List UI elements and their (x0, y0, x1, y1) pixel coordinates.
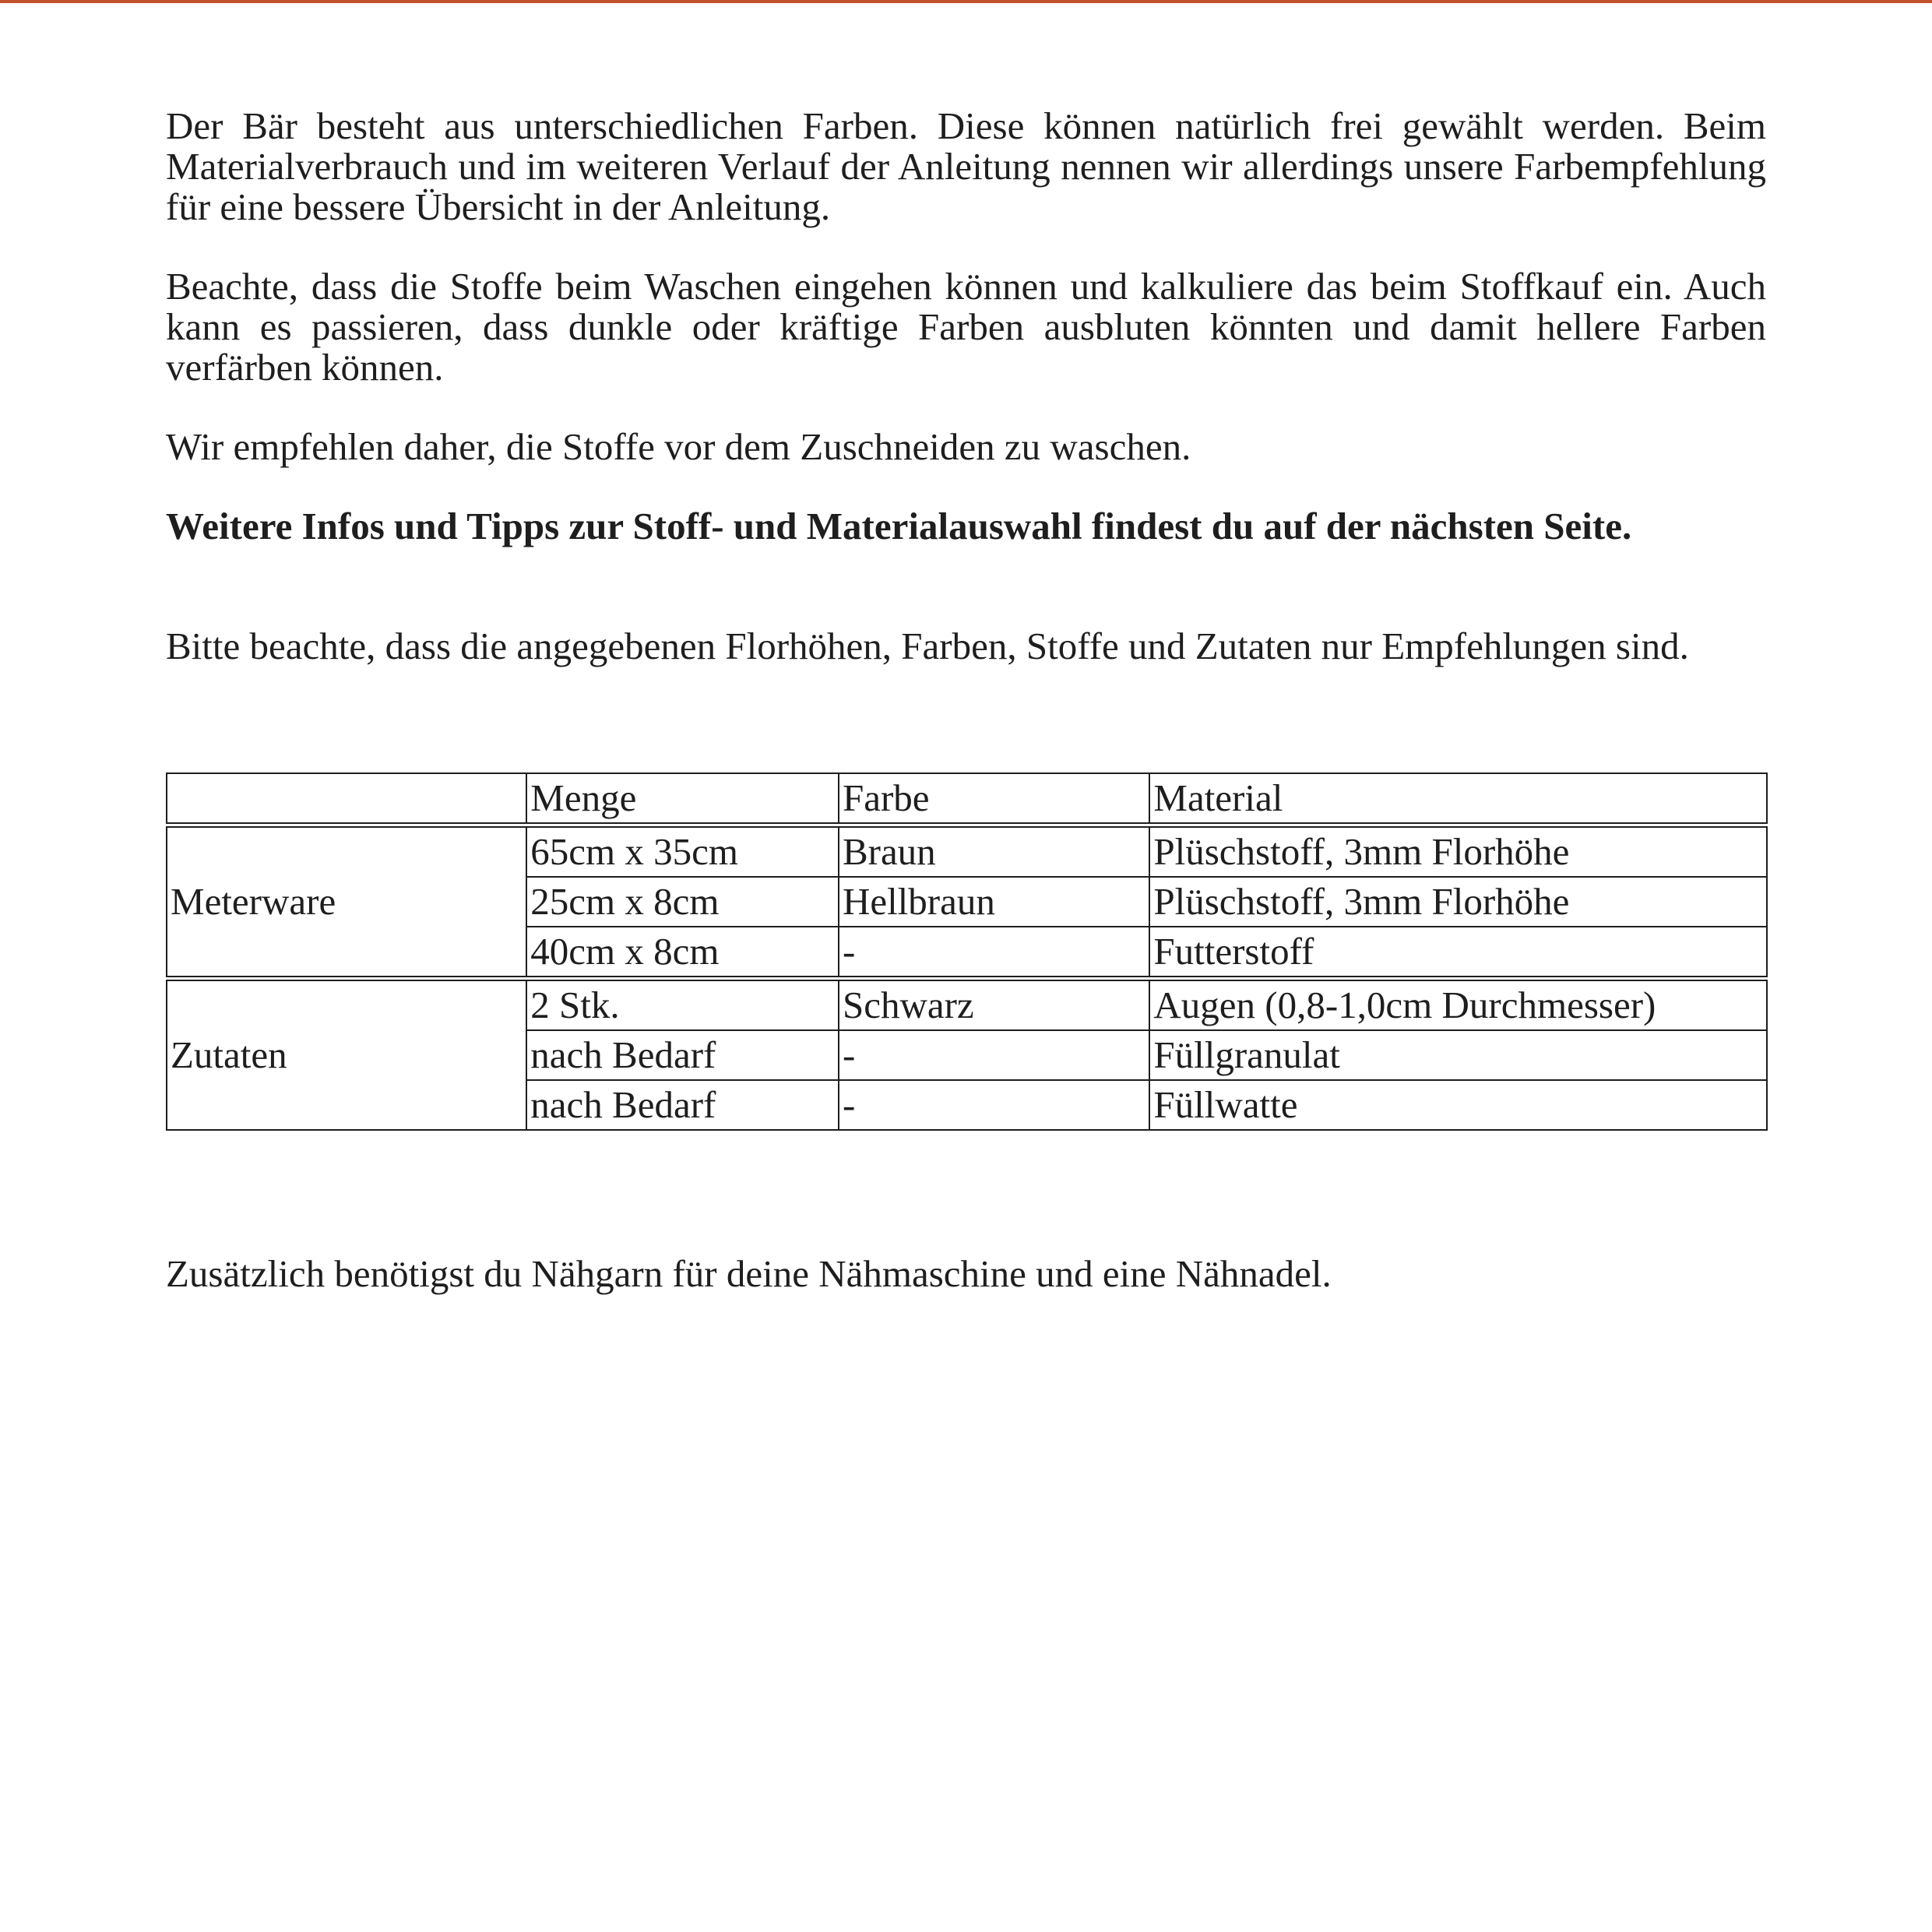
table-row (167, 979, 1767, 1031)
recommendation-paragraph: Wir empfehlen daher, die Stoffe vor dem Zuschneiden zu waschen. (166, 425, 1191, 468)
table-row (167, 825, 1767, 878)
more-info-note: Weitere Infos und Tipps zur Stoff- und Materialauswahl findest du auf der nächsten Seite. (166, 505, 1632, 547)
table-cell: Schwarz (839, 979, 1149, 1031)
group-label-meterware: Meterware (167, 825, 526, 979)
table-header-cell (167, 773, 526, 825)
group-label-zutaten: Zutaten (167, 979, 526, 1131)
table-cell: Füllwatte (1149, 1080, 1767, 1130)
disclaimer-paragraph: Bitte beachte, dass die angegebenen Florhöhen, Farben, Stoffe und Zutaten nur Empfehlungen sind. (166, 625, 1689, 667)
table-header-cell: Farbe (839, 773, 1149, 825)
materials-table (166, 772, 1768, 1131)
table-cell: nach Bedarf (526, 1080, 839, 1130)
washing-paragraph: Beachte, dass die Stoffe beim Waschen eingehen können und kalkuliere das beim Stoffkauf ein. Auch kann es passieren, dass dunkle oder kräftige Farben ausbluten könnten und damit hellere Farben verfärben können. (166, 265, 1766, 389)
intro-paragraph: Der Bär besteht aus unterschiedlichen Farben. Diese können natürlich frei gewählt werden. Beim Materialverbrauch und im weiteren Verlauf der Anleitung nennen wir allerdings unsere Farbempfehlung für eine bessere Übersicht in der Anleitung. (166, 104, 1766, 228)
table-cell: Plüschstoff, 3mm Florhöhe (1149, 877, 1767, 927)
table-cell: nach Bedarf (526, 1030, 839, 1080)
table-cell: - (839, 927, 1149, 979)
table-cell: 65cm x 35cm (526, 825, 839, 878)
table-cell: - (839, 1030, 1149, 1080)
table-header-row (167, 773, 1767, 825)
table-cell: Futterstoff (1149, 927, 1767, 979)
table-cell: - (839, 1080, 1149, 1130)
table-cell: 40cm x 8cm (526, 927, 839, 979)
table-cell: 25cm x 8cm (526, 877, 839, 927)
table-cell: 2 Stk. (526, 979, 839, 1031)
additional-supplies-paragraph: Zusätzlich benötigst du Nähgarn für deine Nähmaschine und eine Nähnadel. (166, 1252, 1332, 1295)
top-accent-rule (0, 0, 1932, 3)
table-cell: Hellbraun (839, 877, 1149, 927)
table-header-cell: Menge (526, 773, 839, 825)
table-cell: Plüschstoff, 3mm Florhöhe (1149, 825, 1767, 878)
table-header-cell: Material (1149, 773, 1767, 825)
table-cell: Braun (839, 825, 1149, 878)
table-cell: Füllgranulat (1149, 1030, 1767, 1080)
table-cell: Augen (0,8-1,0cm Durchmesser) (1149, 979, 1767, 1031)
